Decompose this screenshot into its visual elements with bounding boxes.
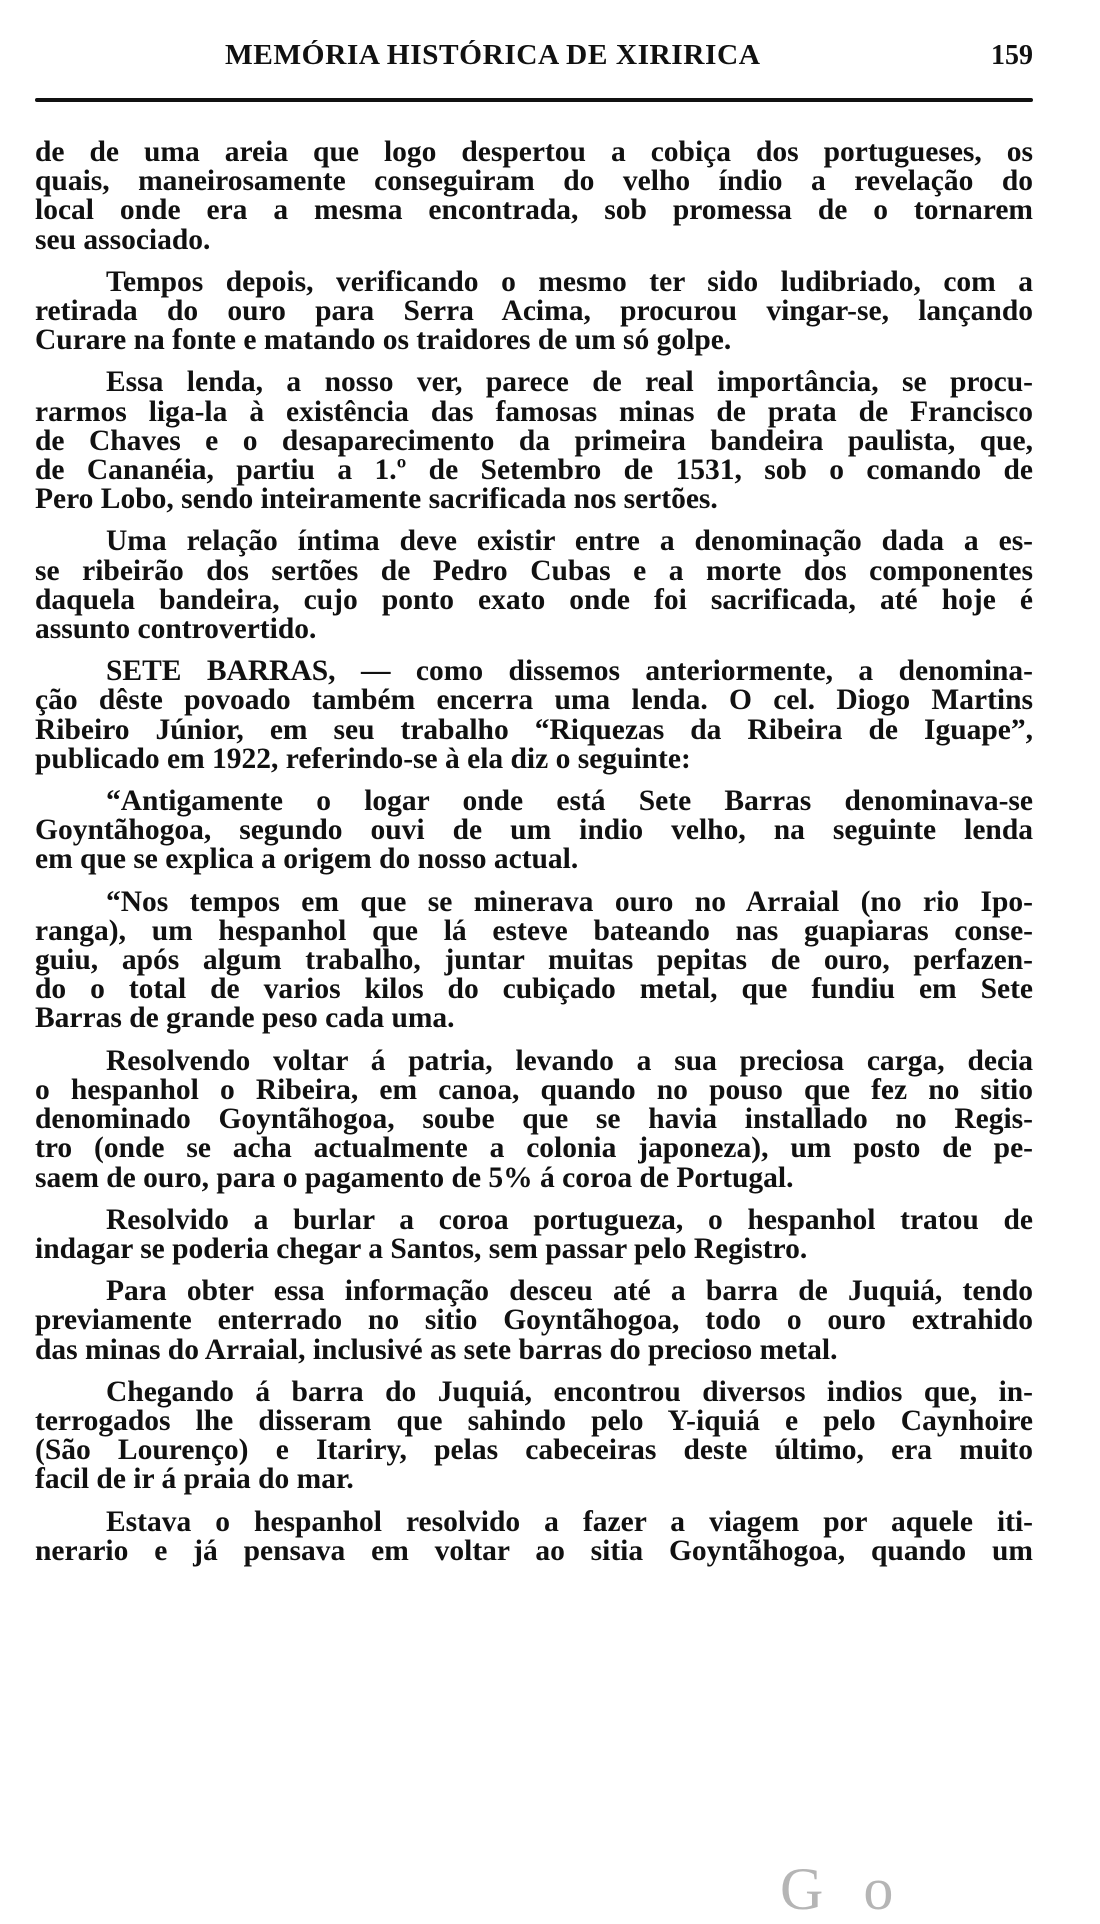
text-line: indagar se poderia chegar a Santos, sem passar pelo Registro. (35, 1232, 808, 1265)
paragraph (35, 527, 1033, 644)
paragraph (35, 1505, 1033, 1567)
text-line: terrogados lhe disseram que sahindo pelo Y-iquiá e pelo Caynhoire (35, 1404, 1033, 1437)
text-line: tro (onde se acha actualmente a colonia japoneza), um posto de pe- (35, 1132, 1033, 1165)
text-line: de de uma areia que logo despertou a cobiça dos portugueses, os (35, 136, 1033, 168)
text-line: em que se explica a origem do nosso actual. (35, 843, 579, 876)
text-line: Pero Lobo, sendo inteiramente sacrificada nos sertões. (35, 483, 718, 516)
text-line: seu associado. (35, 223, 211, 256)
text-line: Chegando á barra do Juquiá, encontrou diversos indios que, in- (106, 1375, 1033, 1408)
text-line: Uma relação íntima deve existir entre a denominação dada a es- (106, 525, 1033, 558)
paragraph (35, 885, 1033, 1035)
text-line: facil de ir á praia do mar. (35, 1463, 354, 1496)
text-line: de Cananéia, partiu a 1.º de Setembro de 1531, sob o comando de (35, 454, 1033, 487)
text-line: “Nos tempos em que se minerava ouro no Arraial (no rio Ipo- (106, 885, 1033, 918)
text-line: Resolvendo voltar á patria, levando a sua preciosa carga, decia (106, 1044, 1033, 1077)
text-line: das minas do Arraial, inclusivé as sete barras do precioso metal. (35, 1333, 838, 1366)
text-line: Goyntãhogoa, segundo ouvi de um indio velho, na seguinte lenda (35, 814, 1033, 847)
text-line: previamente enterrado no sitio Goyntãhogoa, todo o ouro extrahido (35, 1304, 1033, 1337)
text-line: (São Lourenço) e Itariry, pelas cabeceiras deste último, era muito (35, 1434, 1033, 1467)
text-line: do o total de varios kilos do cubiçado metal, que fundiu em Sete (35, 973, 1033, 1006)
page-number: 159 (991, 40, 1033, 71)
paragraph (35, 657, 1033, 774)
paragraph (35, 1044, 1033, 1194)
text-line: ção dêste povoado também encerra uma lenda. O cel. Diogo Martins (35, 684, 1033, 717)
text-line: nerario e já pensava em voltar ao sitia Goyntãhogoa, quando um (35, 1534, 1033, 1567)
body-text (35, 138, 1033, 1579)
text-line: saem de ouro, para o pagamento de 5% á coroa de Portugal. (35, 1161, 794, 1194)
page-header (35, 40, 1033, 80)
text-line: SETE BARRAS, — como dissemos anteriormente, a denomina- (106, 655, 1033, 688)
running-title: MEMÓRIA HISTÓRICA DE XIRIRICA (225, 40, 761, 71)
paragraph (35, 787, 1033, 875)
text-line: Estava o hespanhol resolvido a fazer a viagem por aquele iti- (106, 1505, 1033, 1538)
text-line: Resolvido a burlar a coroa portugueza, o hespanhol tratou de (106, 1203, 1033, 1236)
text-line: Tempos depois, verificando o mesmo ter sido ludibriado, com a (106, 265, 1033, 298)
text-line: Barras de grande peso cada uma. (35, 1002, 455, 1035)
text-line: guiu, após algum trabalho, juntar muitas pepitas de ouro, perfazen- (35, 944, 1033, 977)
paragraph (35, 1277, 1033, 1365)
paragraph (35, 368, 1033, 514)
paragraph (35, 138, 1033, 255)
text-line: o hespanhol o Ribeira, em canoa, quando no pouso que fez no sitio (35, 1073, 1033, 1106)
text-line: se ribeirão dos sertões de Pedro Cubas e a morte dos componentes (35, 554, 1033, 587)
text-line: retirada do ouro para Serra Acima, procurou vingar-se, lançando (35, 295, 1033, 328)
text-line: Ribeiro Júnior, em seu trabalho “Riquezas da Ribeira de Iguape”, (35, 713, 1033, 746)
text-line: Para obter essa informação desceu até a barra de Juquiá, tendo (106, 1275, 1033, 1308)
text-line: de Chaves e o desaparecimento da primeira bandeira paulista, que, (35, 424, 1033, 457)
text-line: Curare na fonte e matando os traidores de um só golpe. (35, 324, 732, 357)
text-line: Essa lenda, a nosso ver, parece de real importância, se procu- (106, 366, 1033, 399)
text-line: denominado Goyntãhogoa, soube que se havia installado no Regis- (35, 1103, 1033, 1136)
text-line: assunto controvertido. (35, 613, 317, 646)
text-line: “Antigamente o logar onde está Sete Barras denominava-se (106, 785, 1033, 818)
paragraph (35, 265, 1033, 357)
watermark: Go (780, 1856, 934, 1922)
text-line: publicado em 1922, referindo-se à ela diz o seguinte: (35, 742, 691, 775)
header-rule (35, 98, 1033, 102)
text-line: local onde era a mesma encontrada, sob promessa de o tornarem (35, 194, 1033, 227)
text-line: daquela bandeira, cujo ponto exato onde foi sacrificada, até hoje é (35, 583, 1033, 616)
text-line: quais, maneirosamente conseguiram do velho índio a revelação do (35, 165, 1033, 198)
paragraph (35, 1203, 1033, 1265)
paragraph (35, 1375, 1033, 1496)
text-line: rarmos liga-la à existência das famosas minas de prata de Francisco (35, 395, 1033, 428)
text-line: ranga), um hespanhol que lá esteve bateando nas guapiaras conse- (35, 914, 1033, 947)
